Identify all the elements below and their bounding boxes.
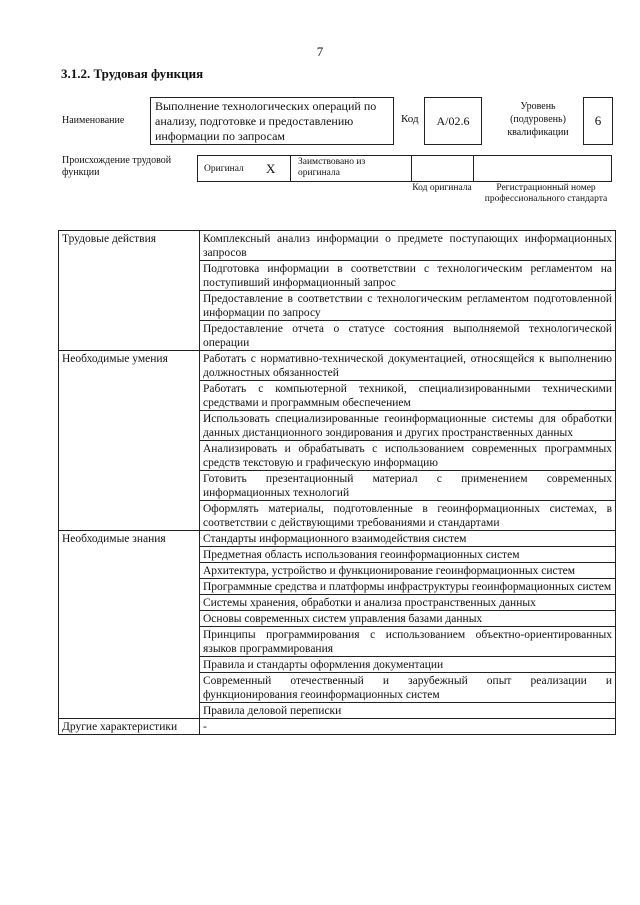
table-row <box>59 231 616 261</box>
section-title-cell: Другие характеристики <box>59 719 200 735</box>
level-label: Уровень (подуровень) квалификации <box>507 101 569 138</box>
name-label: Наименование <box>62 115 125 126</box>
item-text-cell: Предметная область использования геоинформационных систем <box>200 547 616 563</box>
original-label: Оригинал <box>204 164 244 174</box>
divider <box>290 155 291 182</box>
table-row <box>59 501 616 531</box>
item-text-cell: Программные средства и платформы инфраструктуры геоинформационных систем <box>200 579 616 595</box>
item-text-cell: Принципы программирования с использованием объектно-ориентированных языков программирования <box>200 627 616 657</box>
section-title-cell <box>59 547 200 563</box>
table-row <box>59 547 616 563</box>
divider <box>411 155 412 182</box>
table-row <box>59 673 616 703</box>
item-text-cell: Правила деловой переписки <box>200 703 616 719</box>
section-title-cell <box>59 627 200 657</box>
function-code-box: А/02.6 <box>424 97 482 145</box>
section-title-cell: Необходимые знания <box>59 531 200 547</box>
item-text-cell: Предоставление отчета о статусе состояния выполняемой технологической операции <box>200 321 616 351</box>
section-title-cell <box>59 611 200 627</box>
table-row <box>59 411 616 441</box>
code-original-caption: Код оригинала <box>412 183 472 193</box>
section-title-cell <box>59 501 200 531</box>
origin-label: Происхождение трудовой функции <box>62 155 172 178</box>
item-text-cell: Использовать специализированные геоинформационные системы для обработки данных дистанционного зондирования и других пространственных данных <box>200 411 616 441</box>
borrowed-label: Заимствовано из оригинала <box>298 157 366 178</box>
function-details-table <box>58 230 616 735</box>
table-row <box>59 579 616 595</box>
section-title-cell <box>59 579 200 595</box>
item-text-cell: Работать с нормативно-технической документацией, относящейся к выполнению должностных обязанностей <box>200 351 616 381</box>
item-text-cell: Работать с компьютерной техникой, специализированными техническими средствами и программным обеспечением <box>200 381 616 411</box>
section-title-cell <box>59 703 200 719</box>
section-title: 3.1.2. Трудовая функция <box>61 66 204 81</box>
section-title-cell <box>59 321 200 351</box>
divider <box>473 155 474 182</box>
section-title-cell <box>59 291 200 321</box>
item-text-cell: Оформлять материалы, подготовленные в геоинформационных системах, в соответствии с действующими требованиями и стандартами <box>200 501 616 531</box>
table-row <box>59 627 616 657</box>
table-row <box>59 441 616 471</box>
table-row <box>59 657 616 673</box>
table-row <box>59 321 616 351</box>
origin-row <box>197 155 612 182</box>
section-title-cell: Необходимые умения <box>59 351 200 381</box>
original-mark: X <box>266 161 276 176</box>
table-row <box>59 261 616 291</box>
section-title-cell <box>59 441 200 471</box>
section-title-cell <box>59 381 200 411</box>
table-row <box>59 291 616 321</box>
table-row <box>59 611 616 627</box>
table-row <box>59 351 616 381</box>
section-title-cell <box>59 261 200 291</box>
item-text-cell: Анализировать и обрабатывать с использованием современных программных средств текстовую и графическую информацию <box>200 441 616 471</box>
item-text-cell: - <box>200 719 616 735</box>
item-text-cell: Современный отечественный и зарубежный опыт реализации и функционирования геоинформационных систем <box>200 673 616 703</box>
table-row <box>59 381 616 411</box>
section-title-cell <box>59 673 200 703</box>
section-title-cell <box>59 411 200 441</box>
table-row <box>59 719 616 735</box>
item-text-cell: Основы современных систем управления базами данных <box>200 611 616 627</box>
code-label: Код <box>401 113 419 125</box>
item-text-cell: Стандарты информационного взаимодействия систем <box>200 531 616 547</box>
table-row <box>59 563 616 579</box>
table-row <box>59 703 616 719</box>
section-title-cell <box>59 471 200 501</box>
item-text-cell: Предоставление в соответствии с технологическим регламентом подготовленной информации по запросу <box>200 291 616 321</box>
item-text-cell: Системы хранения, обработки и анализа пространственных данных <box>200 595 616 611</box>
section-title-cell <box>59 657 200 673</box>
section-title-cell <box>59 595 200 611</box>
section-title-cell: Трудовые действия <box>59 231 200 261</box>
table-row <box>59 471 616 501</box>
item-text-cell: Комплексный анализ информации о предмете поступающих информационных запросов <box>200 231 616 261</box>
function-name-box: Выполнение технологических операций по анализу, подготовке и предоставлению информации по запросам <box>150 97 394 145</box>
section-title-cell <box>59 563 200 579</box>
item-text-cell: Подготовка информации в соответствии с технологическим регламентом на поступивший информационный запрос <box>200 261 616 291</box>
item-text-cell: Правила и стандарты оформления документации <box>200 657 616 673</box>
page-number: 7 <box>316 44 324 59</box>
table-row <box>59 531 616 547</box>
item-text-cell: Архитектура, устройство и функционирование геоинформационных систем <box>200 563 616 579</box>
registration-number-caption: Регистрационный номер профессионального стандарта <box>484 183 608 204</box>
table-row <box>59 595 616 611</box>
item-text-cell: Готовить презентационный материал с применением современных информационных технологий <box>200 471 616 501</box>
qualification-level-box: 6 <box>583 97 613 145</box>
